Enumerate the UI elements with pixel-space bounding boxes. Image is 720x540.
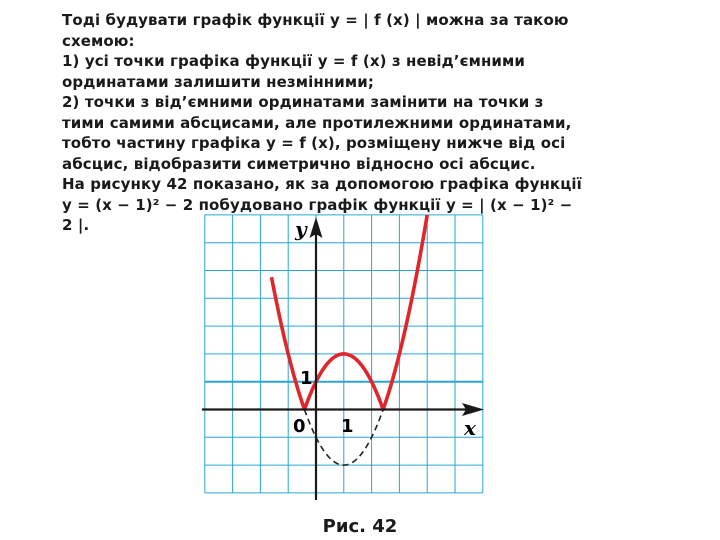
paragraph-step-2: 2) точки з від’ємними ординатами замінити на точки з тими самими абсцисами, але протилежними ординатами, тобто частину графіка y = f (x), розміщену нижче від осі абсцис, відобразити симетрично відносно осі абсцис. — [62, 93, 572, 173]
absolute-value-curve — [272, 215, 428, 410]
axes — [202, 217, 484, 500]
x-tick-label: 1 — [341, 416, 354, 437]
paragraph-intro: Тоді будувати графік функції y = | f (x) | можна за такою схемою: — [62, 11, 569, 50]
paragraph-figure-ref: На рисунку 42 показано, як за допомогою графіка функції y = (x − 1)² − 2 побудовано графік функції y = | (x − 1)² − 2 |. — [62, 175, 582, 234]
y-tick-label: 1 — [300, 368, 313, 389]
x-axis-label: x — [464, 416, 476, 440]
origin-label: 0 — [293, 416, 306, 437]
y-axis-label: y — [295, 217, 307, 241]
paragraph-step-1: 1) усі точки графіка функції y = f (x) з невід’ємними ординатами залишити незмінними; — [62, 52, 525, 91]
graph-figure — [200, 210, 490, 506]
figure-caption: Рис. 42 — [322, 516, 398, 537]
text-block — [38, 10, 586, 236]
